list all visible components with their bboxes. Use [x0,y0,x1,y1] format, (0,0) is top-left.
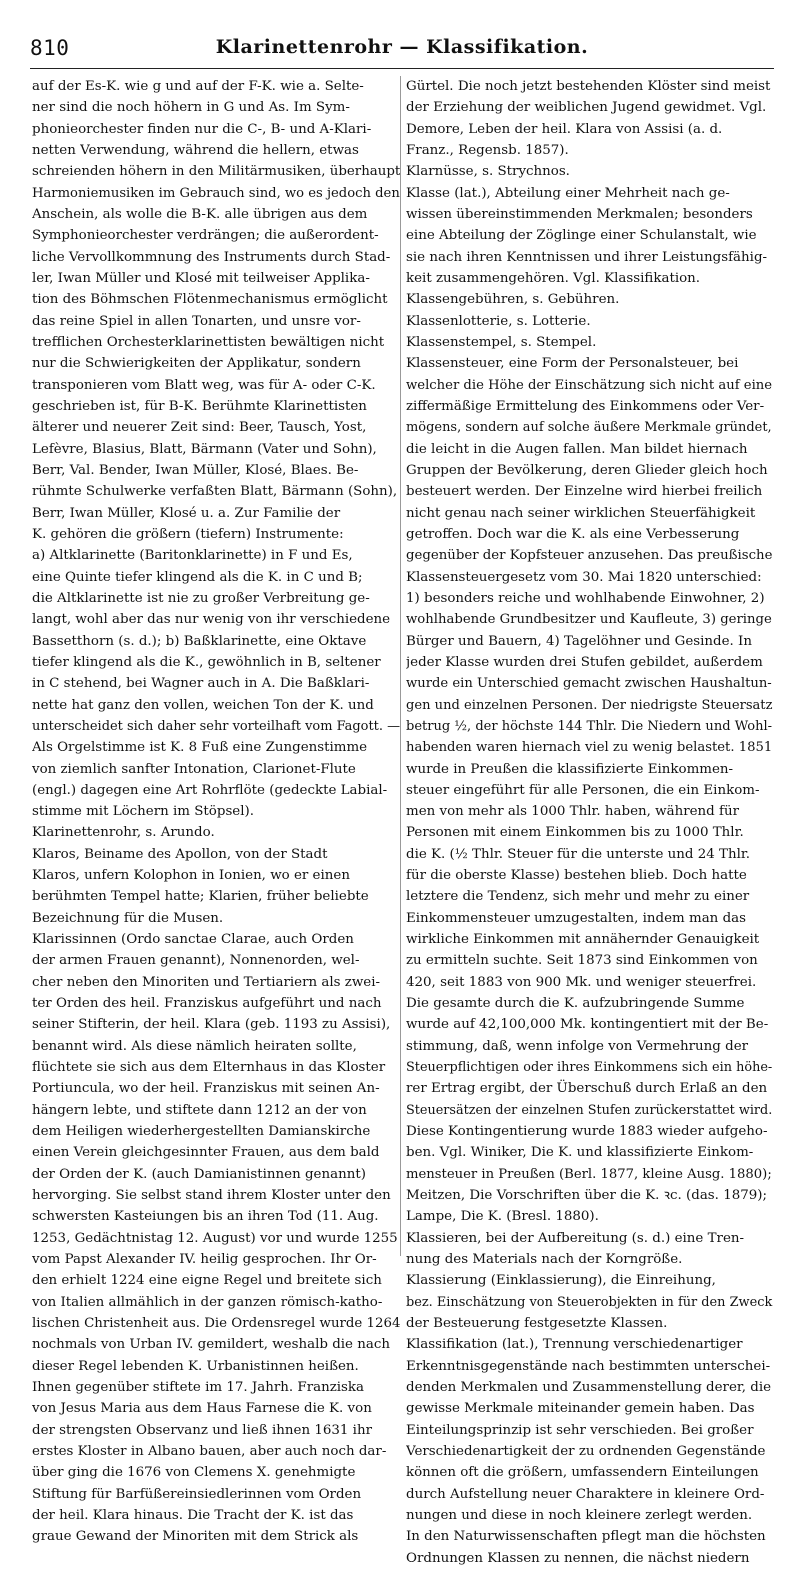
text-line: Klassenlotterie, s. Lotterie. [406,313,591,329]
text-line: lischen Christenheit aus. Die Ordensregel wurde 1264 [32,1316,401,1332]
text-line: Lefèvre, Blasius, Blatt, Bärmann (Vater und Sohn), [32,441,377,457]
text-line: Einteilungsprinzip ist sehr verschieden. Bei großer [406,1422,754,1438]
text-line: Personen mit einem Einkommen bis zu 1000 Thlr. [406,825,744,841]
running-head: Klarinettenrohr — Klassifikation. [215,36,589,58]
text-line: stimme mit Löchern im Stöpsel). [32,804,254,820]
text-line: liche Vervollkommnung des Instruments durch Stad- [32,249,391,265]
text-line: dieser Regel lebenden K. Urbanistinnen heißen. [32,1358,359,1374]
text-line: a) Altklarinette (Baritonklarinette) in F und Es, [32,548,353,564]
text-line: bez. Einschätzung von Steuerobjekten in für den Zweck [406,1294,773,1310]
text-line: 1253, Gedächtnistag 12. August) vor und wurde 1255 [32,1230,398,1246]
text-line: Klassierung (Einklassierung), die Einreihung, [406,1273,716,1289]
text-line: den erhielt 1224 eine eigne Regel und breitete sich [32,1273,382,1289]
text-line: Portiuncula, wo der heil. Franziskus mit seinen An- [32,1081,380,1097]
text-line: hängern lebte, und stiftete dann 1212 an der von [32,1102,367,1118]
text-line: graue Gewand der Minoriten mit dem Strick als [32,1529,359,1545]
text-line: phonieorchester finden nur die C-, B- und A-Klari- [32,121,372,137]
text-line: der strengsten Observanz und ließ ihnen 1631 ihr [32,1422,372,1438]
text-line: Stiftung für Barfüßereinsiedlerinnen vom Orden [32,1486,362,1502]
text-line: steuer eingeführt für alle Personen, die ein Einkom- [406,782,760,798]
text-line: Klassensteuer, eine Form der Personalsteuer, bei [406,356,739,372]
text-line: Gürtel. Die noch jetzt bestehenden Klöster sind meist [406,79,771,94]
text-line: Klassengebühren, s. Gebühren. [406,292,620,308]
text-line: geschrieben ist, für B-K. Berühmte Klarinettisten [32,398,367,414]
text-line: cher neben den Minoriten und Tertiariern als zwei- [32,974,381,990]
text-line: über ging die 1676 von Clemens X. genehmigte [32,1465,356,1481]
text-line: Klaros, unfern Kolophon in Ionien, wo er einen [32,868,350,884]
text-line: betrug ½, der höchste 144 Thlr. Die Niedern und Wohl- [406,718,773,734]
text-line: ner sind die noch höhern in G und As. Im Sym- [32,100,350,116]
text-line: von ziemlich sanfter Intonation, Clarionet-Flute [32,761,356,777]
right-column [406,76,772,1569]
text-line: wurde in Preußen die klassifizierte Einkommen- [406,761,734,777]
text-line: die Altklarinette ist nie zu großer Verbreitung ge- [32,590,370,606]
text-line: ter Orden des heil. Franziskus aufgeführt und nach [32,996,382,1012]
text-line: habenden waren hiernach viel zu wenig belastet. 1851 [406,740,773,756]
text-line: nur die Schwierigkeiten der Applikatur, sondern [32,356,361,372]
text-line: der heil. Klara hinaus. Die Tracht der K. ist das [32,1507,354,1523]
text-line: wurde ein Unterschied gemacht zwischen Haushaltun- [406,676,772,692]
text-line: Symphonieorchester verdrängen; die außerordent- [32,228,379,244]
text-line: schwersten Kasteiungen bis an ihren Tod (11. Aug. [32,1209,379,1225]
text-line: jeder Klasse wurden drei Stufen gebildet, außerdem [406,654,763,670]
text-line: von Jesus Maria aus dem Haus Farnese die K. von [32,1401,372,1417]
text-line: letztere die Tendenz, sich mehr und mehr zu einer [406,889,750,905]
text-line: seiner Stifterin, der heil. Klara (geb. 1193 zu Assisi), [32,1017,391,1033]
text-line: trefflichen Orchesterklarinettisten bewältigen nicht [32,334,385,350]
page-number: 810 [30,36,70,60]
text-line: denden Merkmalen und Zusammenstellung derer, die [406,1380,772,1396]
text-line: Meitzen, Die Vorschriften über die K. ꝛc. (das. 1879); [406,1188,768,1204]
text-line: Gruppen der Bevölkerung, deren Glieder gleich hoch [406,462,768,478]
text-line: die K. (½ Thlr. Steuer für die unterste und 24 Thlr. [406,846,751,862]
text-line: ben. Vgl. Winiker, Die K. und klassifizierte Einkom- [406,1145,754,1161]
text-line: Berr, Val. Bender, Iwan Müller, Klosé, Blaes. Be- [32,462,359,478]
text-line: älterer und neuerer Zeit sind: Beer, Tausch, Yost, [32,420,367,436]
text-line: In den Naturwissenschaften pflegt man die höchsten [406,1529,766,1545]
text-line: Bürger und Bauern, 4) Tagelöhner und Gesinde. In [406,633,752,649]
text-line: (engl.) dagegen eine Art Rohrflöte (gedeckte Labial- [32,782,388,798]
text-line: Bassetthorn (s. d.); b) Baßklarinette, eine Oktave [32,633,367,649]
text-line: Bezeichnung für die Musen. [32,910,224,926]
text-line: gegenüber der Kopfsteuer anzusehen. Das preußische [406,548,773,564]
text-line: mögens, sondern auf solche äußere Merkmale gründet, [406,420,772,436]
text-line: Klarissinnen (Ordo sanctae Clarae, auch Orden [32,932,354,948]
text-line: unterscheidet sich daher sehr vorteilhaft vom Fagott. — [32,718,401,734]
text-line: getroffen. Doch war die K. als eine Verbesserung [406,526,740,542]
text-line: langt, wohl aber das nur wenig von ihr verschiedene [32,612,391,628]
text-line: keit zusammengehören. Vgl. Klassifikation. [406,270,701,286]
text-line: Einkommensteuer umzugestalten, indem man das [406,910,746,926]
text-line: gen und einzelnen Personen. Der niedrigste Steuersatz [406,697,773,713]
text-line: der armen Frauen genannt), Nonnenorden, wel- [32,953,360,969]
text-line: ziffermäßige Ermittelung des Einkommens oder Ver- [406,398,765,414]
text-line: nochmals von Urban IV. gemildert, weshalb die nach [32,1337,390,1353]
text-line: vom Papst Alexander IV. heilig gesprochen. Ihr Or- [32,1252,377,1268]
text-line: netten Verwendung, während die hellern, etwas [32,142,359,158]
text-line: Klassensteuergesetz vom 30. Mai 1820 unterschied: [406,569,762,585]
text-line: wirkliche Einkommen mit annähernder Genauigkeit [406,932,760,948]
text-line: Die gesamte durch die K. aufzubringende Summe [406,996,745,1012]
text-line: Diese Kontingentierung wurde 1883 wieder aufgeho- [406,1124,768,1140]
text-line: Klassenstempel, s. Stempel. [406,334,597,350]
text-line: erstes Kloster in Albano bauen, aber auch noch dar- [32,1444,387,1459]
text-line: stimmung, daß, wenn infolge von Vermehrung der [406,1038,749,1054]
text-line: flüchtete sie sich aus dem Elternhaus in das Kloster [32,1060,386,1076]
text-line: in C stehend, bei Wagner auch in A. Die Baßklari- [32,676,370,692]
text-line: Anschein, als wolle die B-K. alle übrigen aus dem [32,206,368,222]
page-header [30,34,774,69]
left-column [32,76,400,1548]
text-line: Klarnüsse, s. Strychnos. [406,164,570,180]
text-line: mensteuer in Preußen (Berl. 1877, kleine Ausg. 1880); [406,1166,772,1182]
text-line: gewisse Merkmale miteinander gemein haben. Das [406,1401,755,1417]
text-line: Klarinettenrohr, s. Arundo. [32,825,215,841]
text-line: tion des Böhmschen Flötenmechanismus ermöglicht [32,292,388,308]
text-line: eine Abteilung der Zöglinge einer Schulanstalt, wie [406,228,757,244]
text-line: dem Heiligen wiederhergestellten Damianskirche [32,1124,371,1140]
text-line: durch Aufstellung neuer Charaktere in kleinere Ord- [406,1486,765,1502]
text-line: Ordnungen Klassen zu nennen, die nächst niedern [406,1550,750,1566]
text-line: Demore, Leben der heil. Klara von Assisi (a. d. [406,121,723,137]
text-line: das reine Spiel in allen Tonarten, und unsre vor- [32,313,361,329]
text-line: tiefer klingend als die K., gewöhnlich in B, seltener [32,654,381,670]
text-line: nicht genau nach seiner wirklichen Steuerfähigkeit [406,505,756,521]
text-line: der Orden der K. (auch Damianistinnen genannt) [32,1166,366,1182]
text-line: men von mehr als 1000 Thlr. haben, während für [406,804,739,820]
text-line: welcher die Höhe der Einschätzung sich nicht auf eine [406,377,773,393]
text-line: Lampe, Die K. (Bresl. 1880). [406,1209,599,1225]
text-line: wissen übereinstimmenden Merkmalen; besonders [406,206,753,222]
text-line: 420, seit 1883 von 900 Mk. und weniger steuerfrei. [406,974,757,990]
text-line: sie nach ihren Kenntnissen und ihrer Leistungsfähig- [406,249,768,265]
text-line: nung des Materials nach der Korngröße. [406,1252,683,1268]
text-line: rühmte Schulwerke verfaßten Blatt, Bärmann (Sohn), [32,484,398,500]
text-line: Harmoniemusiken im Gebrauch sind, wo es jedoch den [32,185,400,201]
text-line: der Erziehung der weiblichen Jugend gewidmet. Vgl. [406,100,767,116]
text-line: Verschiedenartigkeit der zu ordnenden Gegenstände [406,1444,766,1459]
text-line: Als Orgelstimme ist K. 8 Fuß eine Zungenstimme [32,740,368,756]
text-line: Klassifikation (lat.), Trennung verschiedenartiger [406,1337,743,1353]
text-line: wohlhabende Grundbesitzer und Kaufleute, 3) geringe [406,612,772,628]
text-line: Klaros, Beiname des Apollon, von der Stadt [32,846,328,862]
text-line: auf der Es-K. wie g und auf der F-K. wie a. Selte- [32,79,364,94]
text-line: Erkenntnisgegenstände nach bestimmten unterschei- [406,1358,771,1374]
text-line: berühmten Tempel hatte; Klarien, früher beliebte [32,889,369,905]
text-line: besteuert werden. Der Einzelne wird hierbei freilich [406,484,763,500]
text-line: Ihnen gegenüber stiftete im 17. Jahrh. Franziska [32,1380,365,1396]
text-line: für die oberste Klasse) bestehen blieb. Doch hatte [406,868,747,884]
text-line: K. gehören die größern (tiefern) Instrumente: [32,526,344,542]
text-line: transponieren vom Blatt weg, was für A- oder C-K. [32,377,376,393]
text-line: einen Verein gleichgesinnter Frauen, aus dem bald [32,1145,380,1161]
text-line: 1) besonders reiche und wohlhabende Einwohner, 2) [406,590,765,606]
text-line: nungen und diese in noch kleinere zerlegt werden. [406,1507,753,1523]
text-line: hervorging. Sie selbst stand ihrem Kloster unter den [32,1188,391,1204]
text-line: ler, Iwan Müller und Klosé mit teilweiser Applika- [32,270,370,286]
text-line: rer Ertrag ergibt, der Überschuß durch Erlaß an den [406,1081,768,1097]
text-line: benannt wird. Als diese nämlich heiraten sollte, [32,1038,357,1054]
text-line: Steuersätzen der einzelnen Stufen zurückerstattet wird. [406,1102,773,1118]
text-line: die leicht in die Augen fallen. Man bildet hiernach [406,441,748,457]
text-line: Franz., Regensb. 1857). [406,142,569,158]
text-line: nette hat ganz den vollen, weichen Ton der K. und [32,697,374,713]
text-line: zu ermitteln suchte. Seit 1873 sind Einkommen von [406,953,758,969]
text-line: können oft die größern, umfassendern Einteilungen [406,1465,759,1481]
column-divider [400,76,401,1256]
text-line: wurde auf 42,100,000 Mk. kontingentiert mit der Be- [406,1017,769,1033]
text-line: Klassieren, bei der Aufbereitung (s. d.) eine Tren- [406,1230,745,1246]
text-line: Klasse (lat.), Abteilung einer Mehrheit nach ge- [406,185,730,201]
text-line: Steuerpflichtigen oder ihres Einkommens sich ein höhe- [406,1060,773,1076]
text-line: Berr, Iwan Müller, Klosé u. a. Zur Familie der [32,505,341,521]
text-line: eine Quinte tiefer klingend als die K. in C und B; [32,569,363,585]
text-line: der Besteuerung festgesetzte Klassen. [406,1316,668,1332]
text-line: schreienden höhern in den Militärmusiken, überhaupt [32,164,401,180]
text-line: von Italien allmählich in der ganzen römisch-katho- [32,1294,383,1310]
